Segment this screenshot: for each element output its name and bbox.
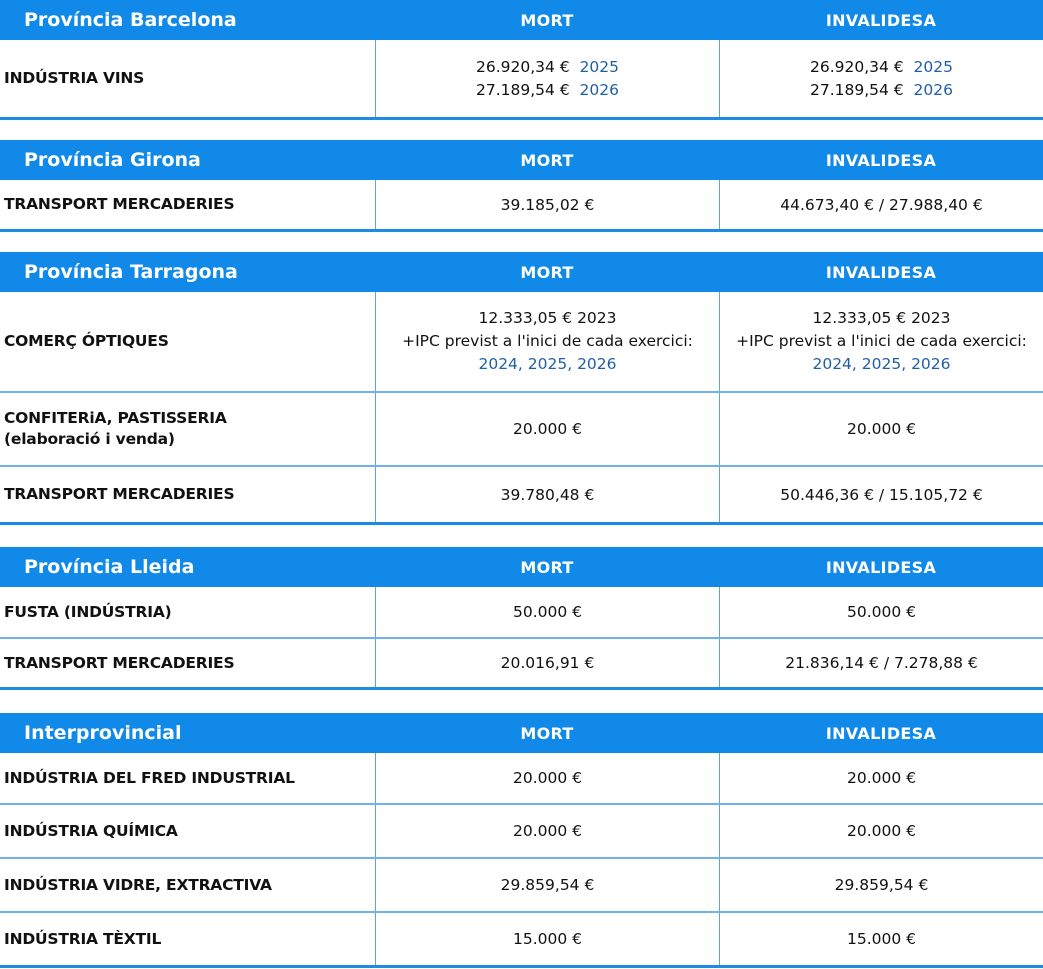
- amount-line: 12.333,05 € 2023: [812, 309, 951, 327]
- invalidesa-value: 20.000 €: [719, 393, 1043, 465]
- invalidesa-value: [719, 292, 1043, 391]
- invalidesa-value: 29.859,54 €: [719, 859, 1043, 911]
- column-header-mort: MORT: [520, 10, 574, 30]
- years-line: 2024, 2025, 2026: [812, 355, 951, 373]
- section-interprovincial: [0, 713, 1043, 968]
- invalidesa-value: 50.446,36 € / 15.105,72 €: [719, 467, 1043, 522]
- row-label: COMERÇ ÓPTIQUES: [4, 332, 169, 350]
- mort-value: 20.000 €: [375, 753, 719, 803]
- amount-line: 12.333,05 € 2023: [478, 309, 617, 327]
- column-header-invalidesa: INVALIDESA: [825, 557, 937, 577]
- section-title: Interprovincial: [24, 722, 182, 744]
- row-label-line: (elaboració i venda): [4, 430, 175, 448]
- section-header: [0, 140, 1043, 180]
- row-label: INDÚSTRIA QUÍMICA: [4, 821, 178, 840]
- column-header-invalidesa: INVALIDESA: [825, 150, 937, 170]
- mort-value: 39.780,48 €: [375, 467, 719, 522]
- section-header: [0, 252, 1043, 292]
- row-label: TRANSPORT MERCADERIES: [4, 653, 235, 672]
- table-row: [0, 180, 1043, 232]
- amount: 26.920,34 €: [810, 57, 904, 76]
- section-header: [0, 713, 1043, 753]
- invalidesa-value: 50.000 €: [719, 587, 1043, 637]
- row-label: FUSTA (INDÚSTRIA): [4, 602, 172, 621]
- table-row: [0, 859, 1043, 913]
- column-header-invalidesa: INVALIDESA: [825, 262, 937, 282]
- invalidesa-value: 21.836,14 € / 7.278,88 €: [719, 639, 1043, 687]
- year: 2026: [913, 80, 953, 99]
- amount: 26.920,34 €: [476, 57, 570, 76]
- mort-value: 20.000 €: [375, 805, 719, 857]
- section-lleida: [0, 547, 1043, 690]
- mort-value: 39.185,02 €: [375, 180, 719, 229]
- column-header-mort: MORT: [520, 557, 574, 577]
- column-header-invalidesa: INVALIDESA: [825, 723, 937, 743]
- invalidesa-value: [719, 40, 1043, 117]
- row-label: INDÚSTRIA VINS: [4, 69, 145, 87]
- table-row: [0, 753, 1043, 805]
- table-row: [0, 40, 1043, 120]
- mort-value: [375, 292, 719, 391]
- column-header-mort: MORT: [520, 150, 574, 170]
- section-girona: [0, 140, 1043, 232]
- table-row: [0, 805, 1043, 859]
- row-label: INDÚSTRIA DEL FRED INDUSTRIAL: [4, 768, 295, 787]
- section-tarragona: [0, 252, 1043, 525]
- ipc-note: +IPC previst a l'inici de cada exercici:: [736, 332, 1027, 350]
- amount: 27.189,54 €: [810, 80, 904, 99]
- row-label-line: CONFITERiA, PASTISSERIA: [4, 409, 227, 427]
- invalidesa-value: 20.000 €: [719, 753, 1043, 803]
- column-header-mort: MORT: [520, 262, 574, 282]
- years-line: 2024, 2025, 2026: [478, 355, 617, 373]
- table-row: [0, 393, 1043, 467]
- row-label: TRANSPORT MERCADERIES: [4, 485, 235, 503]
- ipc-note: +IPC previst a l'inici de cada exercici:: [402, 332, 693, 350]
- mort-value: 15.000 €: [375, 913, 719, 965]
- table-row: [0, 639, 1043, 690]
- invalidesa-value: 20.000 €: [719, 805, 1043, 857]
- section-title: Província Tarragona: [24, 261, 238, 283]
- section-header: [0, 0, 1043, 40]
- column-header-mort: MORT: [520, 723, 574, 743]
- column-header-invalidesa: INVALIDESA: [825, 10, 937, 30]
- section-title: Província Girona: [24, 149, 201, 171]
- row-label: INDÚSTRIA TÈXTIL: [4, 929, 162, 948]
- mort-value: 29.859,54 €: [375, 859, 719, 911]
- section-header: [0, 547, 1043, 587]
- table-row: [0, 587, 1043, 639]
- row-label: INDÚSTRIA VIDRE, EXTRACTIVA: [4, 875, 272, 894]
- row-label: [0, 393, 375, 465]
- mort-value: 20.000 €: [375, 393, 719, 465]
- row-label: TRANSPORT MERCADERIES: [4, 195, 235, 213]
- section-barcelona: [0, 0, 1043, 120]
- table-row: [0, 292, 1043, 393]
- mort-value: [375, 40, 719, 117]
- table-row: [0, 913, 1043, 968]
- invalidesa-value: 15.000 €: [719, 913, 1043, 965]
- year: 2026: [579, 80, 619, 99]
- table-row: [0, 467, 1043, 525]
- year: 2025: [913, 57, 953, 76]
- amount: 27.189,54 €: [476, 80, 570, 99]
- section-title: Província Barcelona: [24, 9, 237, 31]
- mort-value: 20.016,91 €: [375, 639, 719, 687]
- year: 2025: [579, 57, 619, 76]
- section-title: Província Lleida: [24, 556, 195, 578]
- mort-value: 50.000 €: [375, 587, 719, 637]
- invalidesa-value: 44.673,40 € / 27.988,40 €: [719, 180, 1043, 229]
